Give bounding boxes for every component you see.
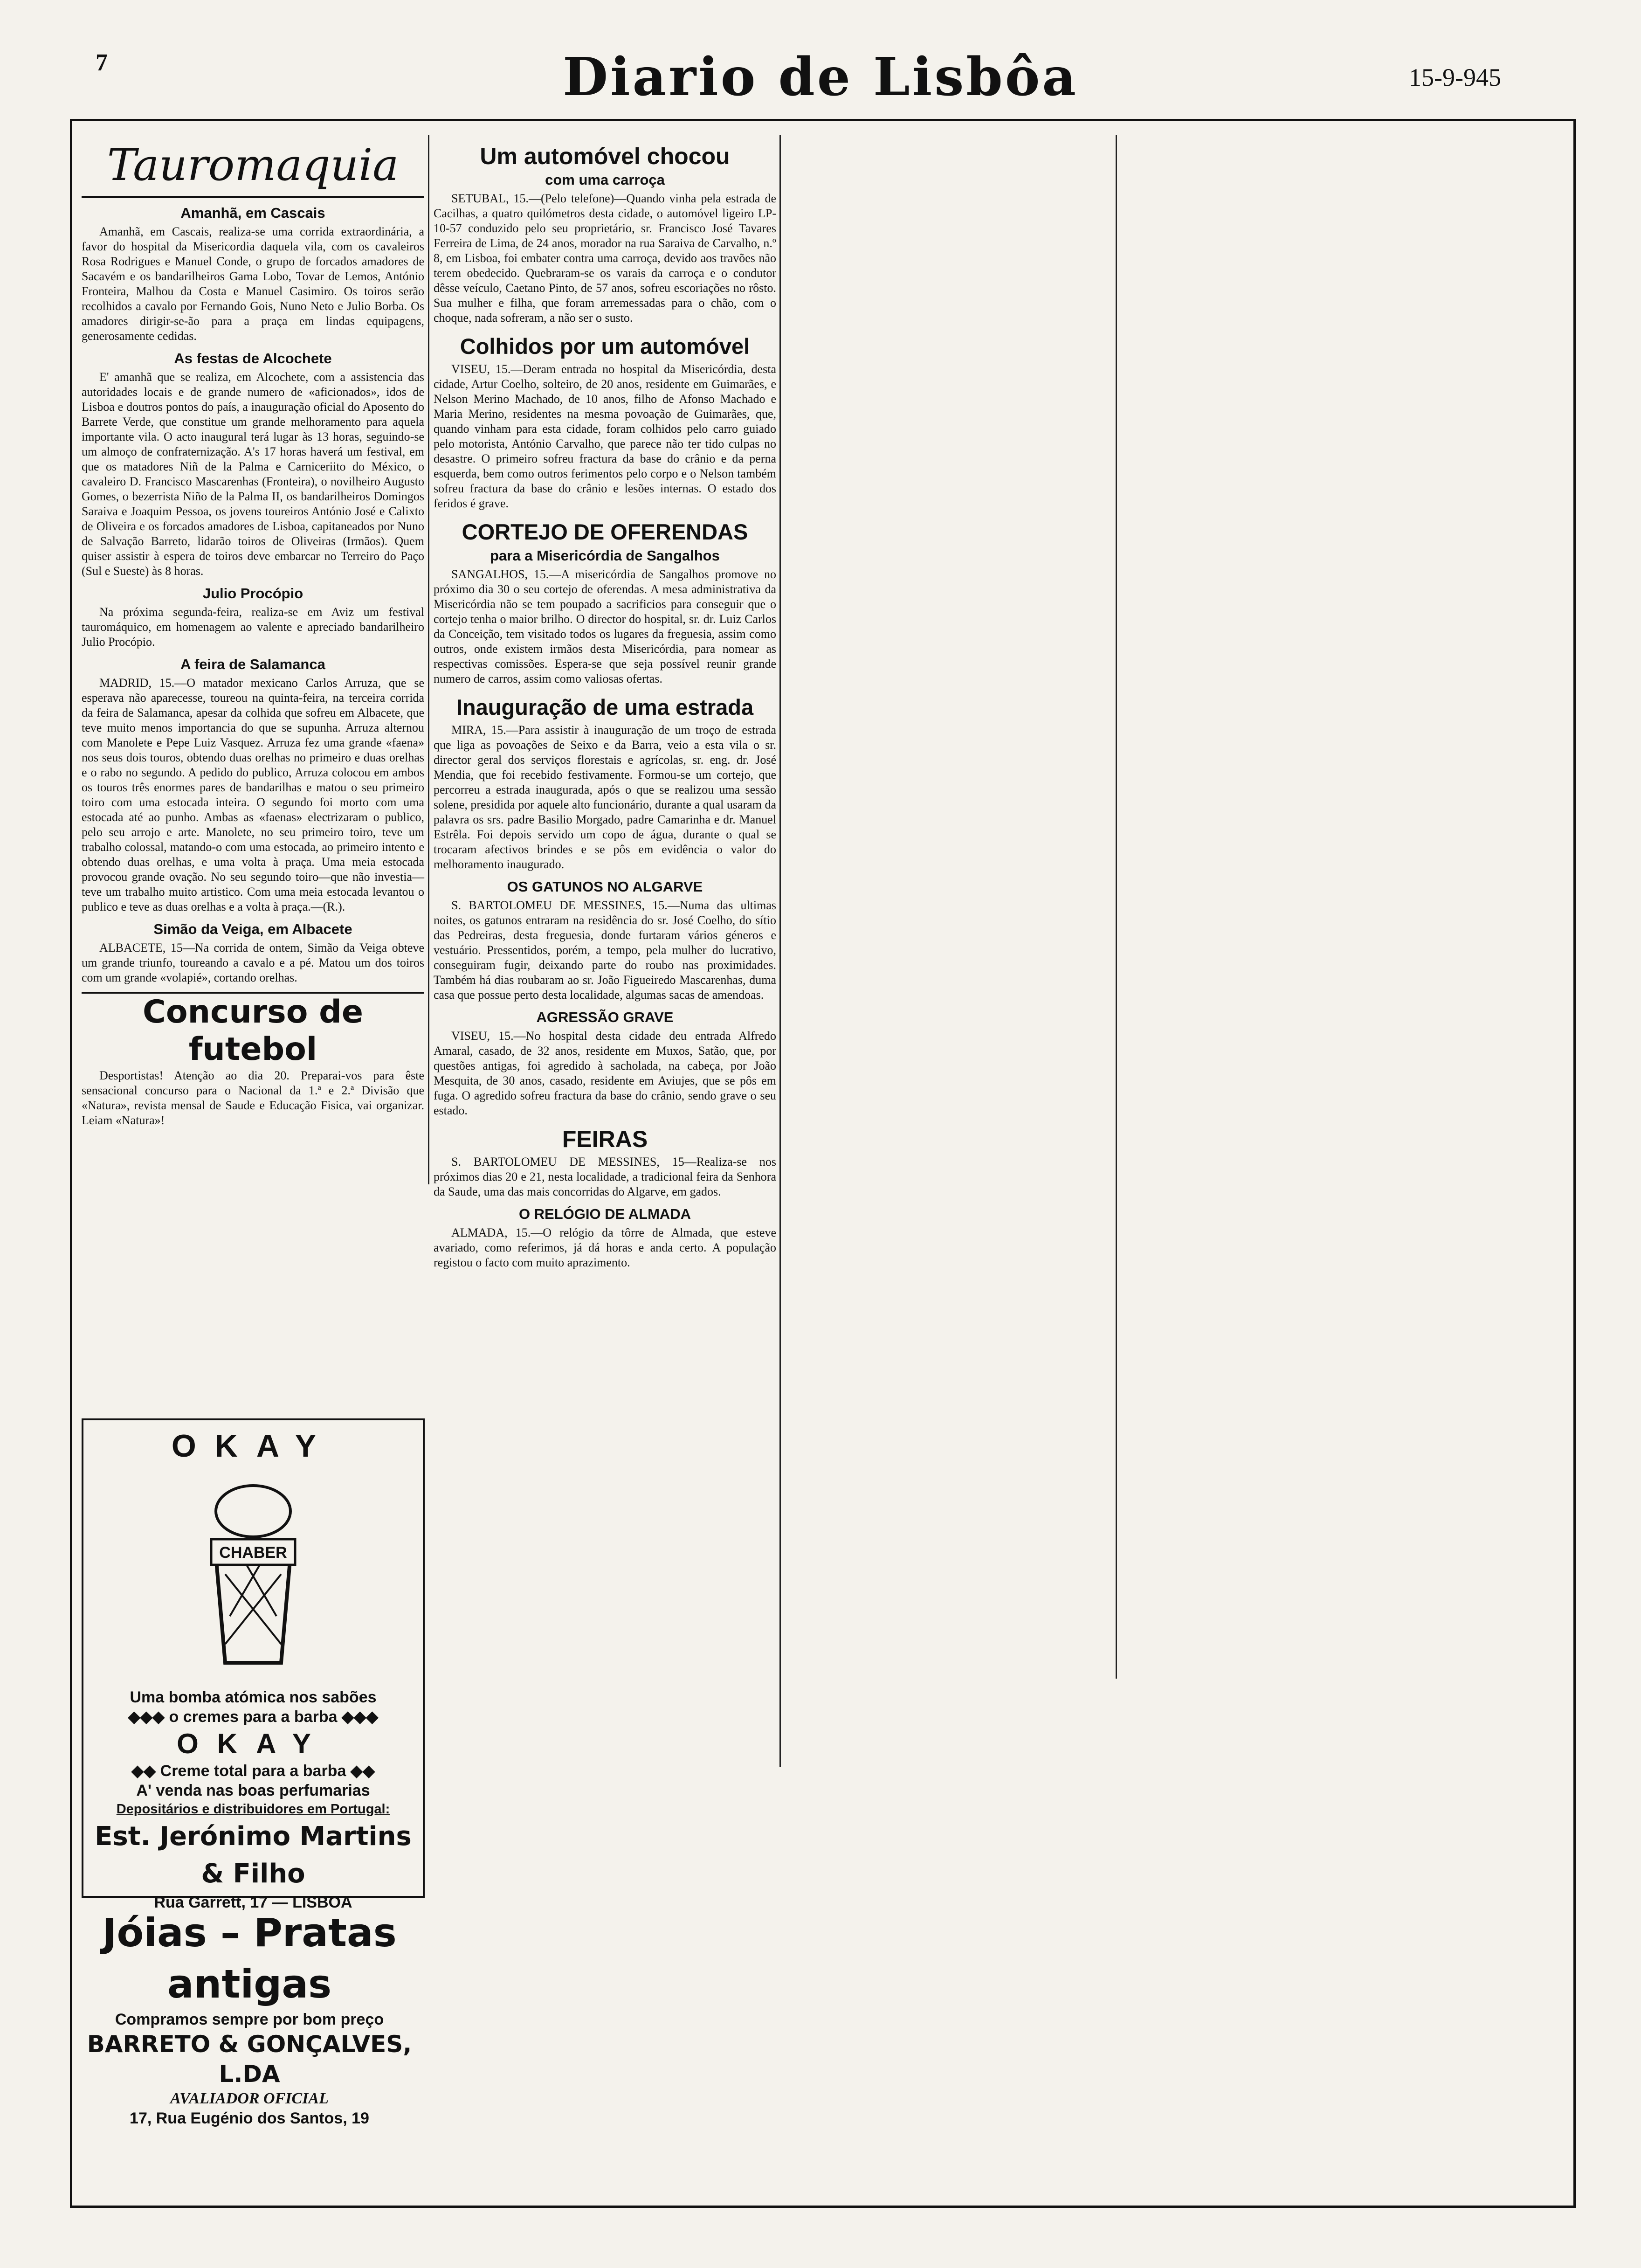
article-title: O RELÓGIO DE ALMADA — [518, 1206, 691, 1222]
article-title: Um automóvel chocou — [480, 143, 730, 169]
column-rule-2 — [779, 135, 781, 1767]
column-tauromaquia — [82, 135, 424, 1128]
article-text: SETUBAL, 15.—(Pelo telefone)—Quando vinha pela estrada de Cacilhas, a quatro quilómetros desta cidade, o automóvel ligeiro LP-10-57 conduzido pelo seu proprietário, sr. Francisco José Tavares Ferreira de Lima, de 24 anos, morador na rua Saraiva de Carvalho, n.º 8, em Lisboa, foi embater contra uma carroça, devido aos travões não terem obedecido. Quebraram-se os varais da carroça e o condutor dêsse veículo, Caetano Pinto, de 57 anos, sofreu escoriações no rôsto. Sua mulher e filha, que foram arremessadas para o chão, com o choque, nada sofreram, a não ser o susto. — [434, 192, 776, 325]
article-text: ALBACETE, 15—Na corrida de ontem, Simão da Veiga obteve um grande triunfo, toureando a cavalo e a pé. Matou um dos toiros com um grande «volapié», cortando orelhas. — [82, 941, 424, 984]
article-text: Amanhã, em Cascais, realiza-se uma corrida extraordinária, a favor do hospital da Misericordia daquela vila, com os cavaleiros Rosa Rodrigues e Manuel Conde, o grupo de forcados amadores de Sacavém e os bandarilheiros Gama Lobo, Tovar de Lemos, António Fronteira, Malhou da Costa e Manuel Casimiro. Os toiros serão recolhidos a cavalo por Fernando Gois, Nuno Neto e Julio Borba. Os amadores dirigir-se-ão para a praça em lindas equipagens, generosamente cedidas. — [82, 225, 424, 343]
article-subtitle: para a Misericórdia de Sangalhos — [490, 547, 720, 564]
article-title: OS GATUNOS NO ALGARVE — [507, 878, 703, 895]
ad-joias-line: AVALIADOR OFICIAL — [170, 2090, 329, 2107]
article-text: ALMADA, 15.—O relógio da tôrre de Almada, que esteve avariado, como referimos, já dá horas e anda certo. A população registou o facto com muito aprazimento. — [434, 1226, 776, 1269]
article-title: Amanhã, em Cascais — [180, 205, 325, 221]
article-title: FEIRAS — [562, 1126, 648, 1152]
ad-joias-company: BARRETO & GONÇALVES, L.DA — [87, 2031, 412, 2088]
column-rule-3 — [1116, 135, 1117, 1679]
concurso-title: Concurso de futebol — [82, 992, 424, 1068]
article-text: VISEU, 15.—Deram entrada no hospital da Misericórdia, desta cidade, Artur Coelho, solteiro, de 20 anos, residente em Guimarães, e Nelson Merino Machado, de 10 anos, filho de Afonso Machado e Maria Merino, residentes na mesma povoação de Guimarães, que, quando vinham para esta cidade, foram colhidos pelo carro guiado pelo motorista, António Carvalho, que parece não ter tido culpas no desastre. O primeiro sofreu fractura da base do crânio e da perna esquerda, bem como outros ferimentos pelo corpo e o Nelson também sofreu fractura da base do crânio e lesões internas. O estado dos feridos é grave. — [434, 362, 776, 510]
ad-okay-brand: OKAY — [177, 1728, 330, 1759]
newspaper-title: Diario de Lisbôa — [563, 47, 1078, 108]
chaber-logo-text: CHABER — [219, 1544, 287, 1562]
ad-okay-address: Rua Garrett, 17 — LISBOA — [154, 1894, 352, 1911]
article-subtitle: com uma carroça — [545, 172, 665, 188]
article-title: As festas de Alcochete — [174, 350, 332, 366]
section-title-tauromaquia: Tauromaquia — [82, 135, 424, 198]
ad-okay-brand: OKAY — [171, 1428, 335, 1464]
ad-okay-company: Est. Jerónimo Martins & Filho — [95, 1821, 412, 1889]
ad-joias — [82, 1907, 417, 2126]
issue-date: 15-9-945 — [1409, 63, 1501, 91]
article-title: Inauguração de uma estrada — [456, 695, 754, 719]
article-title: Simão da Veiga, em Albacete — [153, 921, 352, 937]
ad-okay-line: A' venda nas boas perfumarias — [136, 1782, 370, 1799]
ad-joias-line: Compramos sempre por bom preço — [115, 2011, 384, 2028]
article-text: SANGALHOS, 15.—A misericórdia de Sangalhos promove no próximo dia 30 o seu cortejo de oferendas. A mesa administrativa da Misericórdia não se tem poupado a sacrificios para conseguir que o cortejo tenha o maior brilho. O director do hospital, sr. dr. Luiz Carlos da Conceição, tem visitado todos os lugares da freguesia, assim como outros, onde existem irmãos desta Misericórdia, para nomear as respectivas comissões. Espera-se que seja possível reunir grande numero de carros, assim como valiosas ofertas. — [434, 567, 776, 685]
ad-joias-address: 17, Rua Eugénio dos Santos, 19 — [130, 2109, 369, 2127]
article-text: S. BARTOLOMEU DE MESSINES, 15—Realiza-se nos próximos dias 20 e 21, nesta localidade, a tradicional feira da Senhora da Saude, uma das mais concorridas do Algarve, em gados. — [434, 1155, 776, 1198]
masthead-bar — [0, 0, 1641, 112]
article-text: Na próxima segunda-feira, realiza-se em Aviz um festival tauromáquico, em homenagem ao valente e apreciado bandarilheiro Julio Procópio. — [82, 605, 424, 649]
article-title: A feira de Salamanca — [180, 656, 325, 672]
ad-okay-line: ◆◆◆ o cremes para a barba ◆◆◆ — [128, 1708, 379, 1726]
article-text: MIRA, 15.—Para assistir à inauguração de um troço de estrada que liga as povoações de Seixo e da Barra, veio a esta vila o sr. director geral dos serviços florestais e agrícolas, sr. eng. dr. José Mendia, que foi recebido festivamente. Formou-se um cortejo, que percorreu a estrada inaugurada, após o que se realizou uma sessão solene, presidida por aquele alto funcionário, durante a qual usaram da palavra os srs. padre Basilio Morgado, padre Camarinha e dr. Manuel Estrêla. Foi depois servido um copo de água, durante o qual se trocaram afectivos brindes e se pôs em evidência o valor do melhoramento inaugurado. — [434, 723, 776, 871]
article-title: AGRESSÃO GRAVE — [536, 1009, 674, 1025]
page-number: 7 — [96, 49, 108, 76]
ad-okay — [82, 1418, 425, 1911]
article-title: Colhidos por um automóvel — [460, 334, 750, 359]
article-text: VISEU, 15.—No hospital desta cidade deu entrada Alfredo Amaral, casado, de 32 anos, residente em Muxos, Satão, que, por questões antigas, foi agredido à sacholada, na cabeça, por João Mesquita, de 30 anos, casado, residente em Aviujes, que se pôs em fuga. O agredido sofreu fractura da base do crânio, sendo grave o seu estado. — [434, 1029, 776, 1117]
article-title: CORTEJO DE OFERENDAS — [462, 519, 748, 544]
concurso-text: Desportistas! Atenção ao dia 20. Preparai-vos para êste sensacional concurso para o Nacional da 1.ª e 2.ª Divisão que «Natura», revista mensal de Saude e Educação Fisica, vai organizar. Leiam «Natura»! — [82, 1069, 424, 1127]
ad-joias-title: Jóias – Pratas antigas — [102, 1910, 397, 2007]
article-text: MADRID, 15.—O matador mexicano Carlos Arruza, que se esperava não aparecesse, toureou na quinta-feira, na terceira corrida da feira de Salamanca, apesar da colhida que sofreu em Albacete, que teve muito menos importancia do que se supunha. Arruza alternou com Manolete e Pepe Luiz Vasquez. Arruza fez uma grande «faena» nos seus dois touros, obtendo duas orelhas no primeiro e duas orelhas e o rabo no segundo. A pedido do publico, Arruza colocou em ambos os touros três enormes pares de bandarilhas e matou o seu primeiro toiro com uma estocada inteira. O segundo foi morto com uma estocada até ao punho. Ambas as «faenas» electrizaram o publico, pelo seu arrojo e arte. Manolete, no seu primeiro toiro, teve um trabalho colossal, matando-o com uma estocada, ao primeiro intento e obtendo duas orelhas, e uma volta à praça. Uma meia estocada provocou grande ovação. No seu segundo toiro—que não investia—teve um trabalho muito artistico. Com uma meia estocada levantou o publico e teve as duas orelhas e a volta à praça.—(R.). — [82, 676, 424, 913]
column-news-2 — [434, 135, 776, 1270]
article-text: E' amanhã que se realiza, em Alcochete, com a assistencia das autoridades locais e de grande numero de «aficionados», idos de Lisboa e doutros pontos do país, a inauguração oficial do Aposento do Barrete Verde, que constitue um grande melhoramento para aquela importante vila. O acto inaugural terá lugar às 13 horas, seguindo-se um almoço de confraternização. A's 17 horas haverá um festival, em que os matadores Niñ de la Palma e Carniceriito do México, o cavaleiro D. Francisco Mascarenhas (Fronteira), o novilheiro Augusto Gomes, o bezerrista Niño de la Palma II, os bandarilheiros Domingos Saraiva e Joaquim Pessoa, os jovens toureiros António José e Calixto de Oliveira e os forcados amadores de Lisboa, capitaneados por Nuno de Salvação Barreto, lidarão toiros de Oliveiras (Irmãos). Quem quiser assistir à espera de toiros deve embarcar no Terreiro do Paço (Sul e Sueste) às 8 horas. — [82, 370, 424, 578]
article-title: Julio Procópio — [202, 585, 303, 602]
ad-okay-line: Uma bomba atómica nos sabões — [130, 1688, 377, 1706]
chaber-bottle-icon — [90, 1467, 416, 1686]
article-text: S. BARTOLOMEU DE MESSINES, 15.—Numa das ultimas noites, os gatunos entraram na residência do sr. José Coelho, do sítio das Pedreiras, desta freguesia, donde furtaram vários géneros e vestuário. Pressentidos, porém, a tempo, pela mulher do lucrativo, conseguiram fugir, deixando parte do roubo nas proximidades. Também há dias roubaram ao sr. João Figueiredo Mascarenhas, duma casa que possue perto desta localidade, algumas sacas de amendoas. — [434, 899, 776, 1002]
ad-okay-line: ◆◆ Creme total para a barba ◆◆ — [131, 1762, 375, 1780]
ad-okay-line: Depositários e distribuidores em Portugal: — [116, 1802, 390, 1817]
column-rule-1 — [428, 135, 429, 1184]
